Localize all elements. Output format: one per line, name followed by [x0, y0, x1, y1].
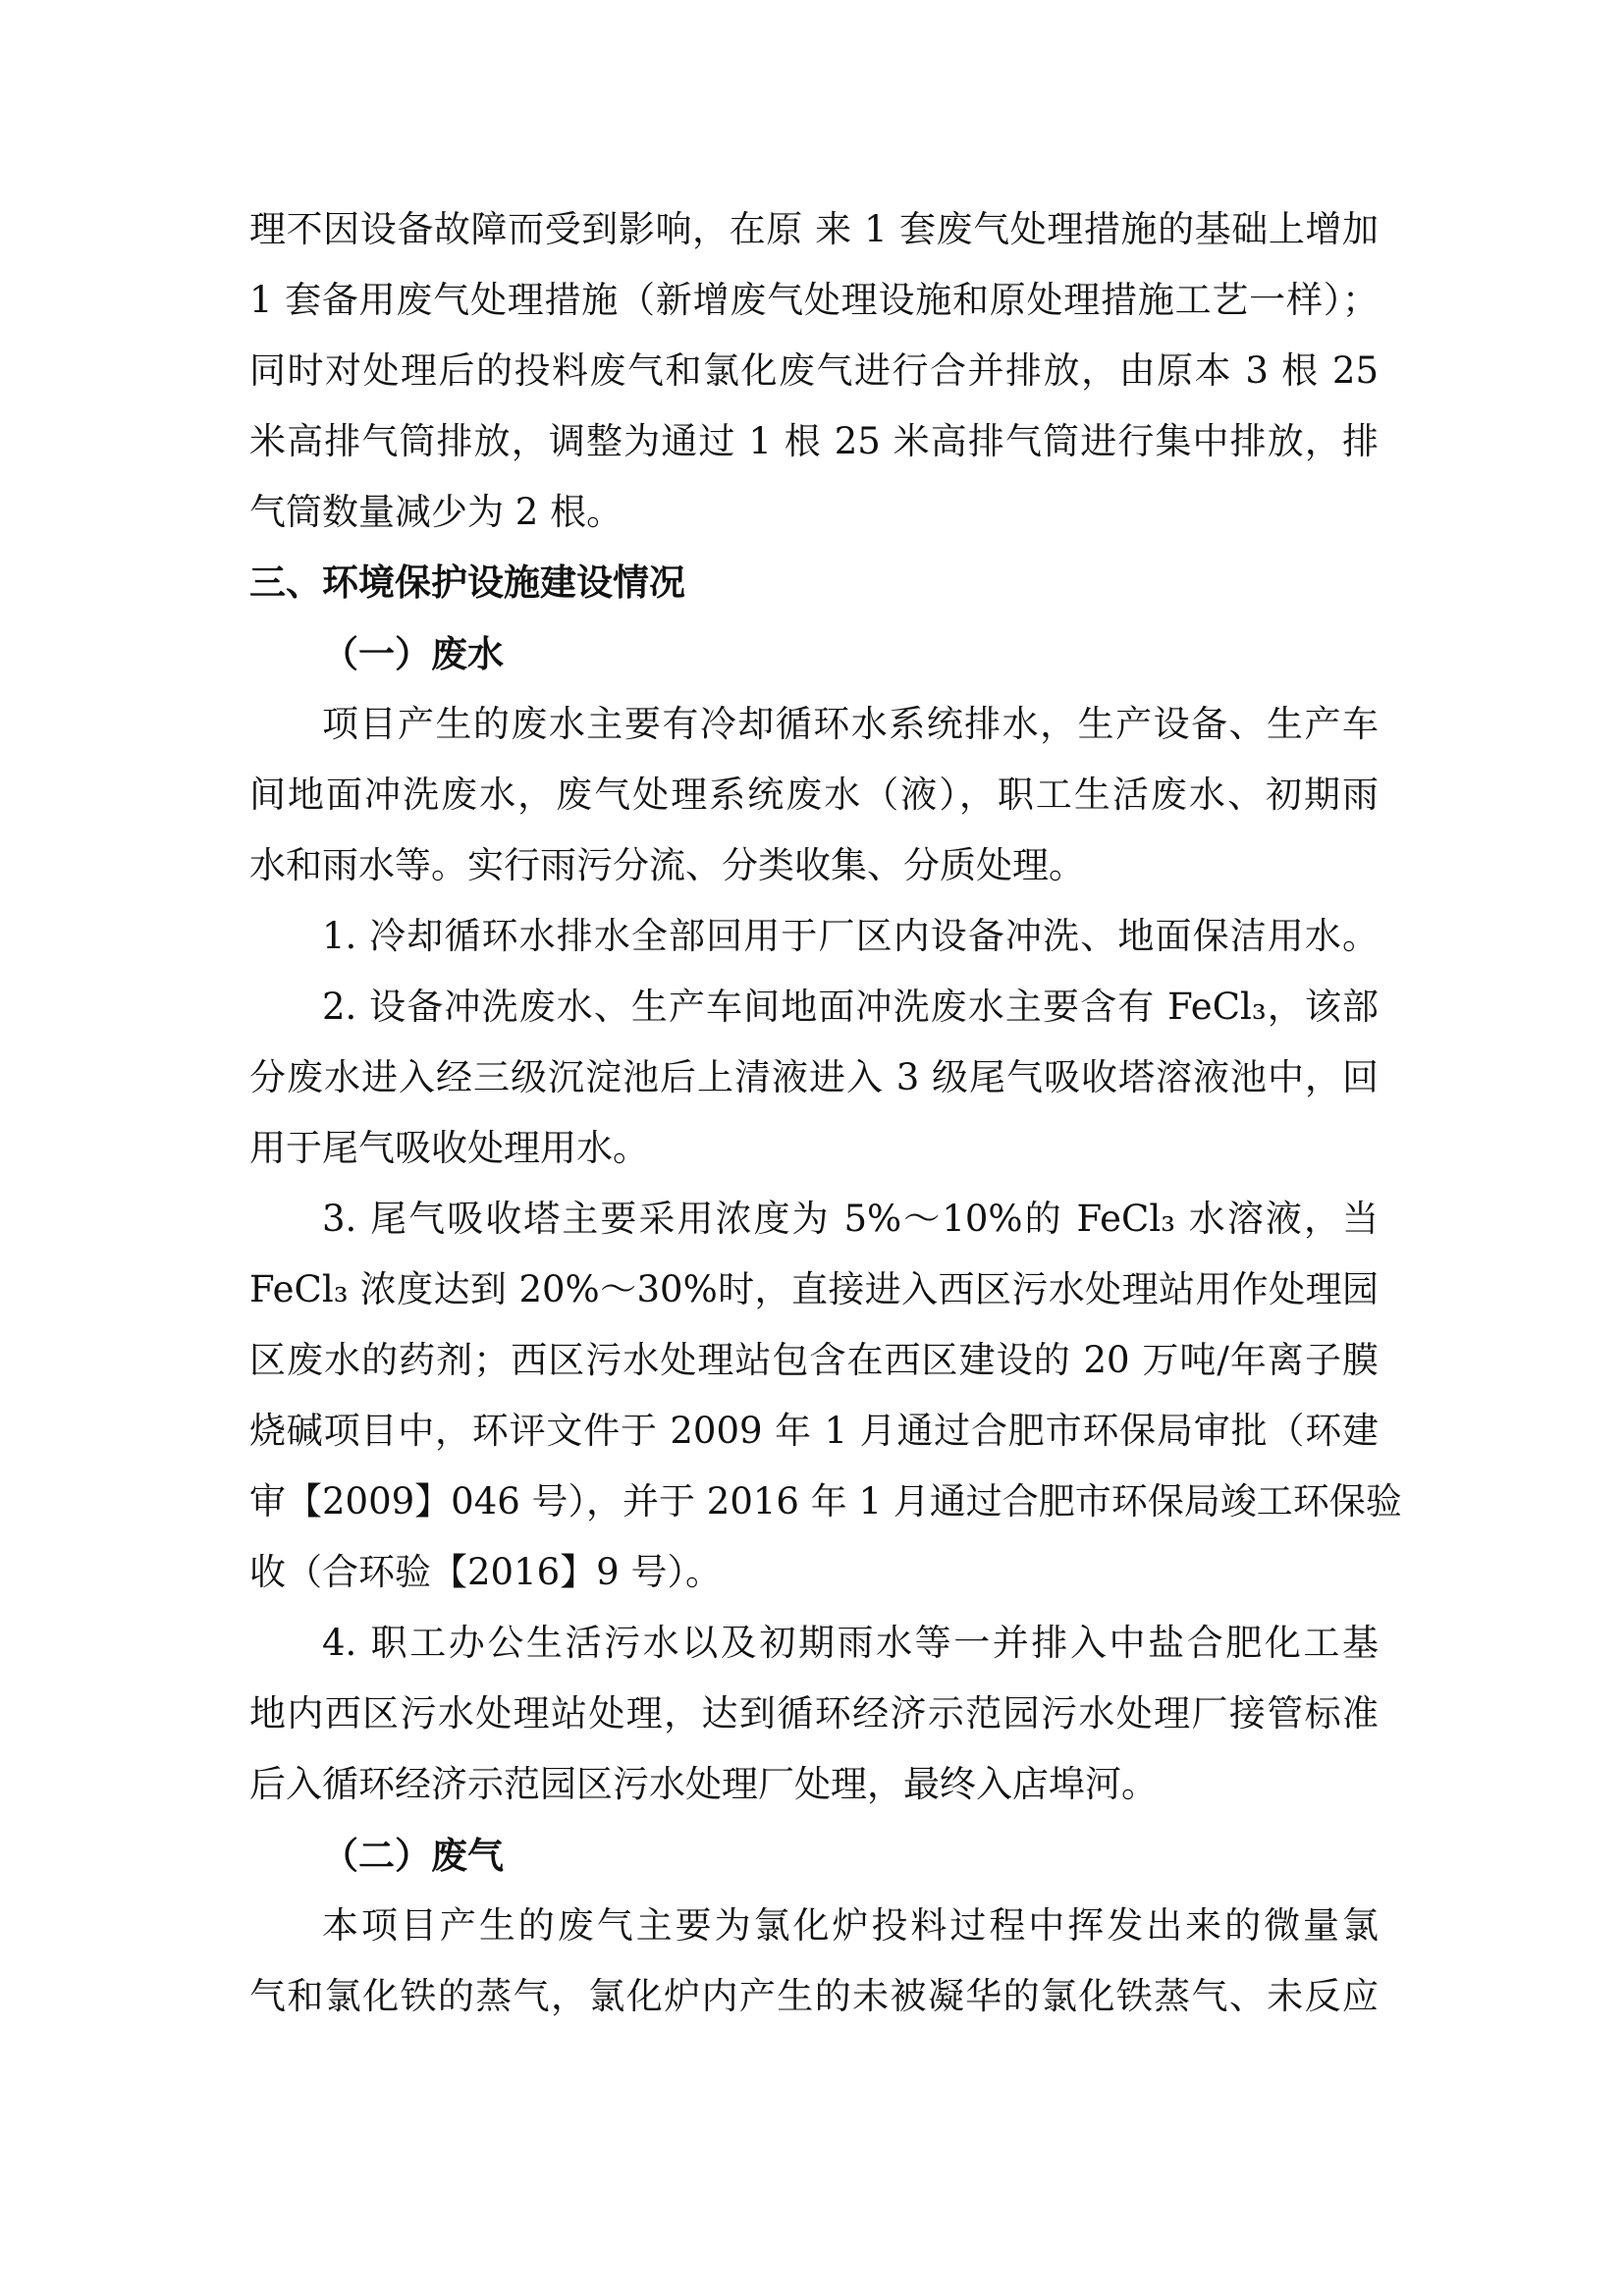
- exhaust-heading: （二）废气: [322, 1834, 504, 1877]
- item3-line-3: 区废水的药剂；西区污水处理站包含在西区建设的 20 万吨/年离子膜: [249, 1339, 1379, 1381]
- item3-line-6: 收（合环验【2016】9 号）。: [249, 1551, 722, 1593]
- item4-line-3: 后入循环经济示范园区污水处理厂处理，最终入店埠河。: [249, 1763, 1158, 1805]
- item3-line-1: 3. 尾气吸收塔主要采用浓度为 5%～10%的 FeCl₃ 水溶液，当: [322, 1198, 1379, 1240]
- intro-line-3: 同时对处理后的投料废气和氯化废气进行合并排放，由原本 3 根 25: [249, 349, 1379, 392]
- wastewater-heading: （一）废水: [322, 632, 504, 675]
- wastewater-line-1: 项目产生的废水主要有冷却循环水系统排水，生产设备、生产车: [322, 703, 1379, 745]
- item3-line-5: 审【2009】046 号），并于 2016 年 1 月通过合肥市环保局竣工环保验: [249, 1480, 1402, 1522]
- item2-line-1: 2. 设备冲洗废水、生产车间地面冲洗废水主要含有 FeCl₃，该部: [322, 986, 1379, 1028]
- wastewater-line-3: 水和雨水等。实行雨污分流、分类收集、分质处理。: [249, 844, 1085, 886]
- item2-line-2: 分废水进入经三级沉淀池后上清液进入 3 级尾气吸收塔溶液池中，回: [249, 1056, 1379, 1098]
- exhaust-line-2: 气和氯化铁的蒸气，氯化炉内产生的未被凝华的氯化铁蒸气、未反应: [249, 1975, 1379, 2017]
- item3-line-2: FeCl₃ 浓度达到 20%～30%时，直接进入西区污水处理站用作处理园: [249, 1268, 1379, 1310]
- item4-line-1: 4. 职工办公生活污水以及初期雨水等一并排入中盐合肥化工基: [322, 1622, 1379, 1664]
- wastewater-line-2: 间地面冲洗废水，废气处理系统废水（液），职工生活废水、初期雨: [249, 774, 1379, 816]
- item1-line-1: 1. 冷却循环水排水全部回用于厂区内设备冲洗、地面保洁用水。: [322, 915, 1379, 957]
- section-title: 三、环境保护设施建设情况: [249, 561, 685, 604]
- intro-line-2: 1 套备用废气处理措施（新增废气处理设施和原处理措施工艺一样）；: [249, 279, 1379, 321]
- item4-line-2: 地内西区污水处理站处理，达到循环经济示范园污水处理厂接管标准: [249, 1692, 1379, 1735]
- exhaust-line-1: 本项目产生的废气主要为氯化炉投料过程中挥发出来的微量氯: [322, 1904, 1379, 1947]
- item3-line-4: 烧碱项目中，环评文件于 2009 年 1 月通过合肥市环保局审批（环建: [249, 1410, 1379, 1452]
- item2-line-3: 用于尾气吸收处理用水。: [249, 1127, 649, 1169]
- intro-line-1: 理不因设备故障而受到影响，在原 来 1 套废气处理措施的基础上增加: [249, 208, 1379, 250]
- intro-line-5: 气筒数量减少为 2 根。: [249, 491, 623, 533]
- intro-line-4: 米高排气筒排放，调整为通过 1 根 25 米高排气筒进行集中排放，排: [249, 420, 1379, 462]
